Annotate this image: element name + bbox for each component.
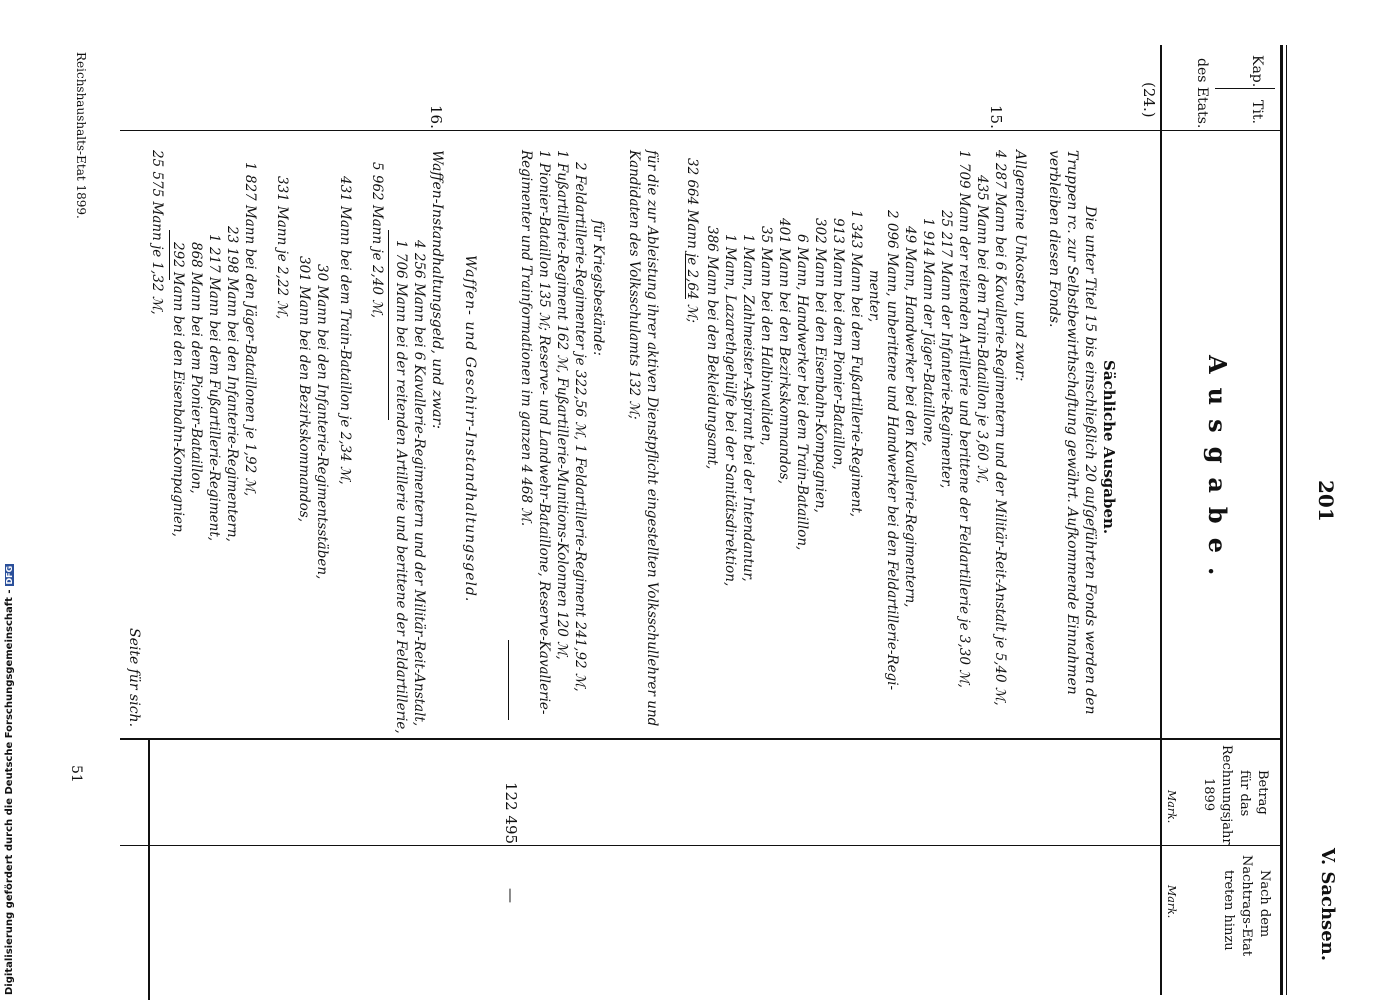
unit-mark-1: Mark. (1165, 790, 1178, 824)
nachtrag-line-2: Nachtrags-Etat (1239, 855, 1254, 957)
page-title: Ausgabe. (1203, 355, 1232, 590)
intro-line-1: Die unter Titel 15 bis einschließlich 20 aufgeführten Fonds werden den (1082, 206, 1098, 715)
column-end-rule (148, 738, 150, 1000)
t15-nachtrag: — (502, 888, 520, 903)
t15-line-15: 1 Mann, Zahlmeister-Aspirant bei der Intendantur, (740, 234, 756, 582)
t16-line-3: 5 962 Mann je 2,40 ℳ, (369, 162, 385, 319)
t16-subheading: Waffen- und Geschirr-Instandhaltungsgeld. (462, 255, 478, 603)
t16-line-13: 25 575 Mann je 1,32 ℳ, (149, 150, 165, 315)
t16-line-11: 868 Mann bei dem Pionier-Bataillon, (188, 242, 204, 494)
header-des-etats: des Etats. (1194, 58, 1210, 129)
nachtrag-line-1: Nach dem (1257, 870, 1272, 938)
header-tit: Tit. (1249, 100, 1265, 124)
nachtrag-line-3: treten hinzu (1221, 870, 1236, 951)
t15-line-9: 1 343 Mann bei dem Fußartillerie-Regiment, (848, 210, 864, 518)
section-label: V. Sachsen. (1317, 848, 1338, 962)
t16-line-2: 1 706 Mann bei der reitenden Artillerie und berittene der Feldartillerie, (393, 240, 409, 734)
dfg-logo: DFG (4, 565, 14, 585)
reichshaushalt-label: Reichshaushalts-Etat 1899. (74, 52, 88, 219)
t15-line-5: 1 914 Mann der Jäger-Bataillone, (920, 218, 936, 447)
t15-line-12: 6 Mann, Handwerker bei dem Train-Bataillon, (794, 234, 810, 551)
t15-line-3: 1 709 Mann der reitenden Artillerie und berittene der Feldartillerie je 3,30 ℳ, (956, 150, 972, 688)
kriegs-line-2: 1 Fußartillerie-Regiment 162 ℳ, Fußartillerie-Munitions-Kolonnen 120 ℳ, (554, 150, 570, 660)
t15-heading: Allgemeine Unkosten, und zwar: (1012, 150, 1028, 382)
t16-line-12: 292 Mann bei den Eisenbahn-Kompagnien, (170, 242, 186, 537)
signature-number: 51 (68, 765, 84, 783)
volksschul-line-1: für die zur Ableistung ihrer aktiven Dienstpflicht eingestellten Volksschullehrer und (644, 150, 660, 727)
kriegs-line-1: 2 Feldartillerie-Regimenter je 322,56 ℳ, 1 Feldartillerie-Regiment 241,92 ℳ, (572, 162, 588, 692)
kapitel-label: (24.) (1140, 82, 1158, 118)
t16-heading: Waffen-Instandhaltungsgeld, und zwar: (429, 150, 445, 429)
t15-line-14: 35 Mann bei den Halbinvaliden, (758, 226, 774, 446)
outer-rule-right-2 (1286, 45, 1287, 995)
sum-underline-t16a (388, 230, 389, 420)
t16-line-7: 331 Mann je 2,22 ℳ, (274, 176, 290, 320)
t15-line-13: 401 Mann bei den Bezirkskommandos, (776, 218, 792, 485)
kap-tit-divider (1215, 88, 1275, 89)
seite-fuer-sich: Seite für sich. (126, 628, 142, 728)
betrag-line-4: 1899 (1201, 778, 1216, 812)
digitization-text: Digitalisierung gefördert durch die Deutsche Forschungsgemeinschaft - (3, 589, 15, 995)
t16-line-1: 4 256 Mann bei 6 Kavallerie-Regimentern und der Militär-Reit-Anstalt, (411, 240, 427, 727)
intro-line-2: Truppen rc. zur Selbstbewirthschaftung gewährt. Aufkommende Einnahmen (1064, 150, 1080, 695)
t15-line-4: 25 217 Mann der Infanterie-Regimenter, (938, 210, 954, 489)
kap-column-rule (120, 130, 1283, 131)
t15-line-7: 2 096 Mann, unberittene und Handwerker bei den Feldartillerie-Regi- (884, 210, 900, 691)
kriegs-heading: für Kriegsbestände: (590, 220, 606, 356)
betrag-line-1: Betrag (1255, 770, 1270, 815)
t15-line-6: 49 Mann, Handwerker bei den Kavallerie-Regimentern, (902, 226, 918, 608)
header-kap: Kap. (1249, 55, 1265, 88)
t15-line-18: 32 664 Mann je 2,64 ℳ; (684, 158, 700, 323)
t15-line-10: 913 Mann bei dem Pionier-Bataillon, (830, 218, 846, 470)
t16-line-9: 23 198 Mann bei den Infanterie-Regimentern, (224, 226, 240, 542)
t15-line-11: 302 Mann bei den Eisenbahn-Kompagnien, (812, 218, 828, 513)
t16-line-5: 30 Mann bei den Infanterie-Regimentsstäben, (314, 264, 330, 580)
header-rule (1160, 45, 1162, 995)
betrag-line-3: Rechnungsjahr (1219, 745, 1234, 845)
intro-line-3: verbleiben diesen Fonds. (1046, 150, 1062, 328)
section-heading: Sächliche Ausgaben. (1100, 360, 1118, 535)
t15-line-2: 435 Mann bei dem Train-Bataillon je 3,60 ℳ, (974, 175, 990, 484)
t16-line-6: 301 Mann bei den Bezirkskommandos, (296, 256, 312, 523)
t16-line-10: 1 217 Mann bei dem Fußartillerie-Regiment, (206, 234, 222, 542)
sum-underline (508, 640, 509, 720)
outer-rule-right (1280, 45, 1283, 995)
t15-amount: 122 495 (502, 782, 520, 845)
titel-15-label: 15. (987, 105, 1005, 129)
betrag-line-2: für das (1237, 770, 1252, 817)
amount-column-rule-1 (120, 738, 1283, 740)
t15-line-17: 386 Mann bei den Bekleidungsamt, (704, 226, 720, 470)
page-number: 201 (1314, 480, 1338, 522)
kriegs-line-4: Regimenter und Trainformationen im ganzen 4 468 ℳ. (518, 150, 534, 527)
t15-line-8: menter, (866, 270, 882, 323)
t15-line-1: 4 287 Mann bei 6 Kavallerie-Regimentern und der Militär-Reit-Anstalt je 5,40 ℳ, (992, 150, 1008, 706)
t16-line-4: 431 Mann bei dem Train-Bataillon je 2,34 ℳ, (337, 176, 353, 485)
t16-line-8: 1 827 Mann bei den Jäger-Bataillonen je 1,92 ℳ, (242, 162, 258, 497)
titel-16-label: 16. (427, 105, 445, 129)
unit-mark-2: Mark. (1165, 885, 1178, 919)
digitization-note (2, 565, 16, 995)
kriegs-line-3: 1 Pionier-Bataillon 135 ℳ; Reserve- und Landwehr-Bataillone, Reserve-Kavallerie- (536, 150, 552, 715)
volksschul-line-2: Kandidaten des Volksschulamts 132 ℳ; (626, 150, 642, 420)
amount-column-rule-2 (120, 845, 1283, 846)
t15-line-16: 1 Mann, Lazarethgehülfe bei der Sanitätsdirektion, (722, 234, 738, 587)
